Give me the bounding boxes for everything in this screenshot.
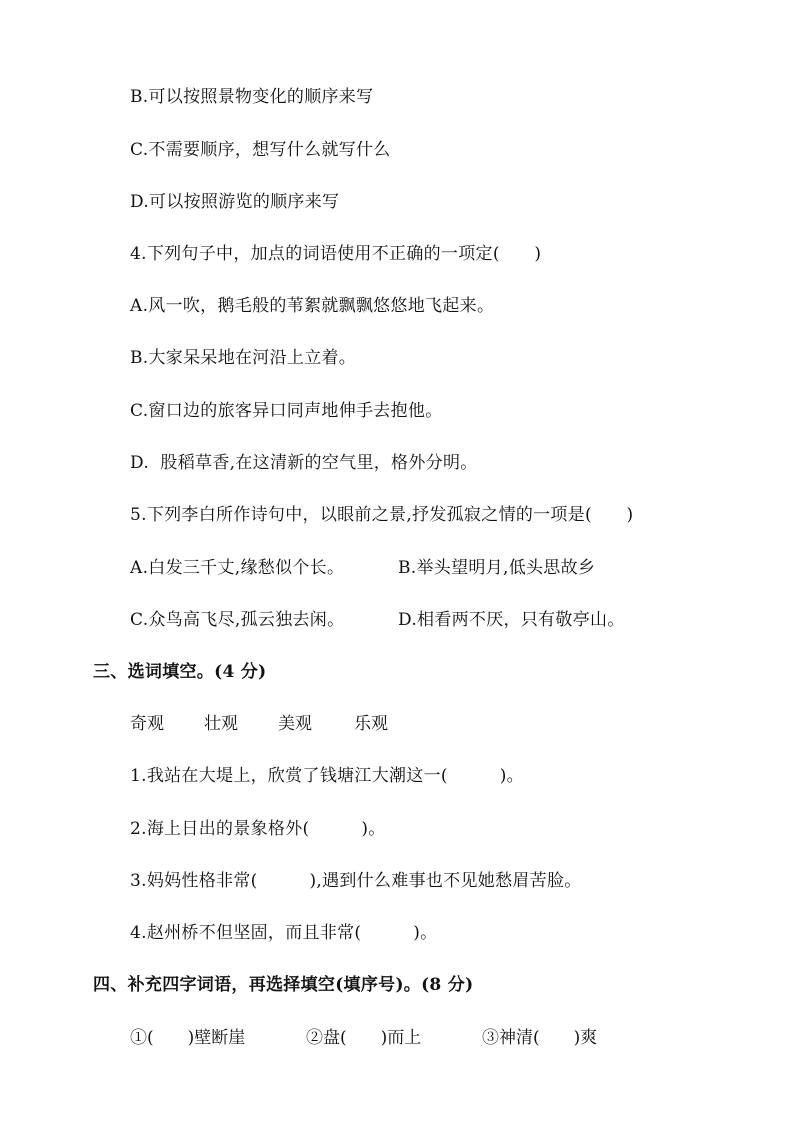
section4-title: 四、补充四字词语，再选择填空(填序号)。(8 分) xyxy=(93,975,474,995)
word-option: 奇观 xyxy=(130,714,164,734)
q4-option-b: B.大家呆呆地在河沿上立着。 xyxy=(130,348,357,368)
section3-item-2: 2.海上日出的景象格外( )。 xyxy=(130,819,386,839)
q3-option-d: D.可以按照游览的顺序来写 xyxy=(130,192,340,212)
q4-stem: 4.下列句子中，加点的词语使用不正确的一项定( ) xyxy=(130,244,542,264)
q3-option-b: B.可以按照景物变化的顺序来写 xyxy=(130,87,374,107)
q5-option-b: B.举头望明月,低头思故乡 xyxy=(398,558,596,578)
q4-option-d: D. 股稻草香,在这清新的空气里，格外分明。 xyxy=(130,453,478,473)
section3-item-3: 3.妈妈性格非常( ),遇到什么难事也不见她愁眉苦脸。 xyxy=(130,871,582,891)
q4-option-a: A.风一吹，鹅毛般的苇絮就飘飘悠悠地飞起来。 xyxy=(130,296,495,316)
q3-option-c: C.不需要顺序，想写什么就写什么 xyxy=(130,140,391,160)
section3-item-4: 4.赵州桥不但坚固，而且非常( )。 xyxy=(130,923,438,943)
q5-stem: 5.下列李白所作诗句中，以眼前之景,抒发孤寂之情的一项是( ) xyxy=(130,505,634,525)
q5-option-a: A.白发三千丈,缘愁似个长。 xyxy=(130,558,345,578)
q5-option-d: D.相看两不厌，只有敬亭山。 xyxy=(398,610,625,630)
word-option: 美观 xyxy=(278,714,312,734)
idiom-item: ③神清( )爽 xyxy=(482,1028,598,1048)
section3-title: 三、选词填空。(4 分) xyxy=(93,662,267,682)
word-option: 壮观 xyxy=(204,714,238,734)
q5-option-c: C.众鸟高飞尽,孤云独去闲。 xyxy=(130,610,345,630)
idiom-item: ①( )壁断崖 xyxy=(130,1028,246,1048)
section3-item-1: 1.我站在大堤上，欣赏了钱塘江大潮这一( )。 xyxy=(130,766,524,786)
idiom-item: ②盘( )而上 xyxy=(306,1028,422,1048)
word-option: 乐观 xyxy=(354,714,388,734)
q4-option-c: C.窗口边的旅客异口同声地伸手去抱他。 xyxy=(130,401,443,421)
